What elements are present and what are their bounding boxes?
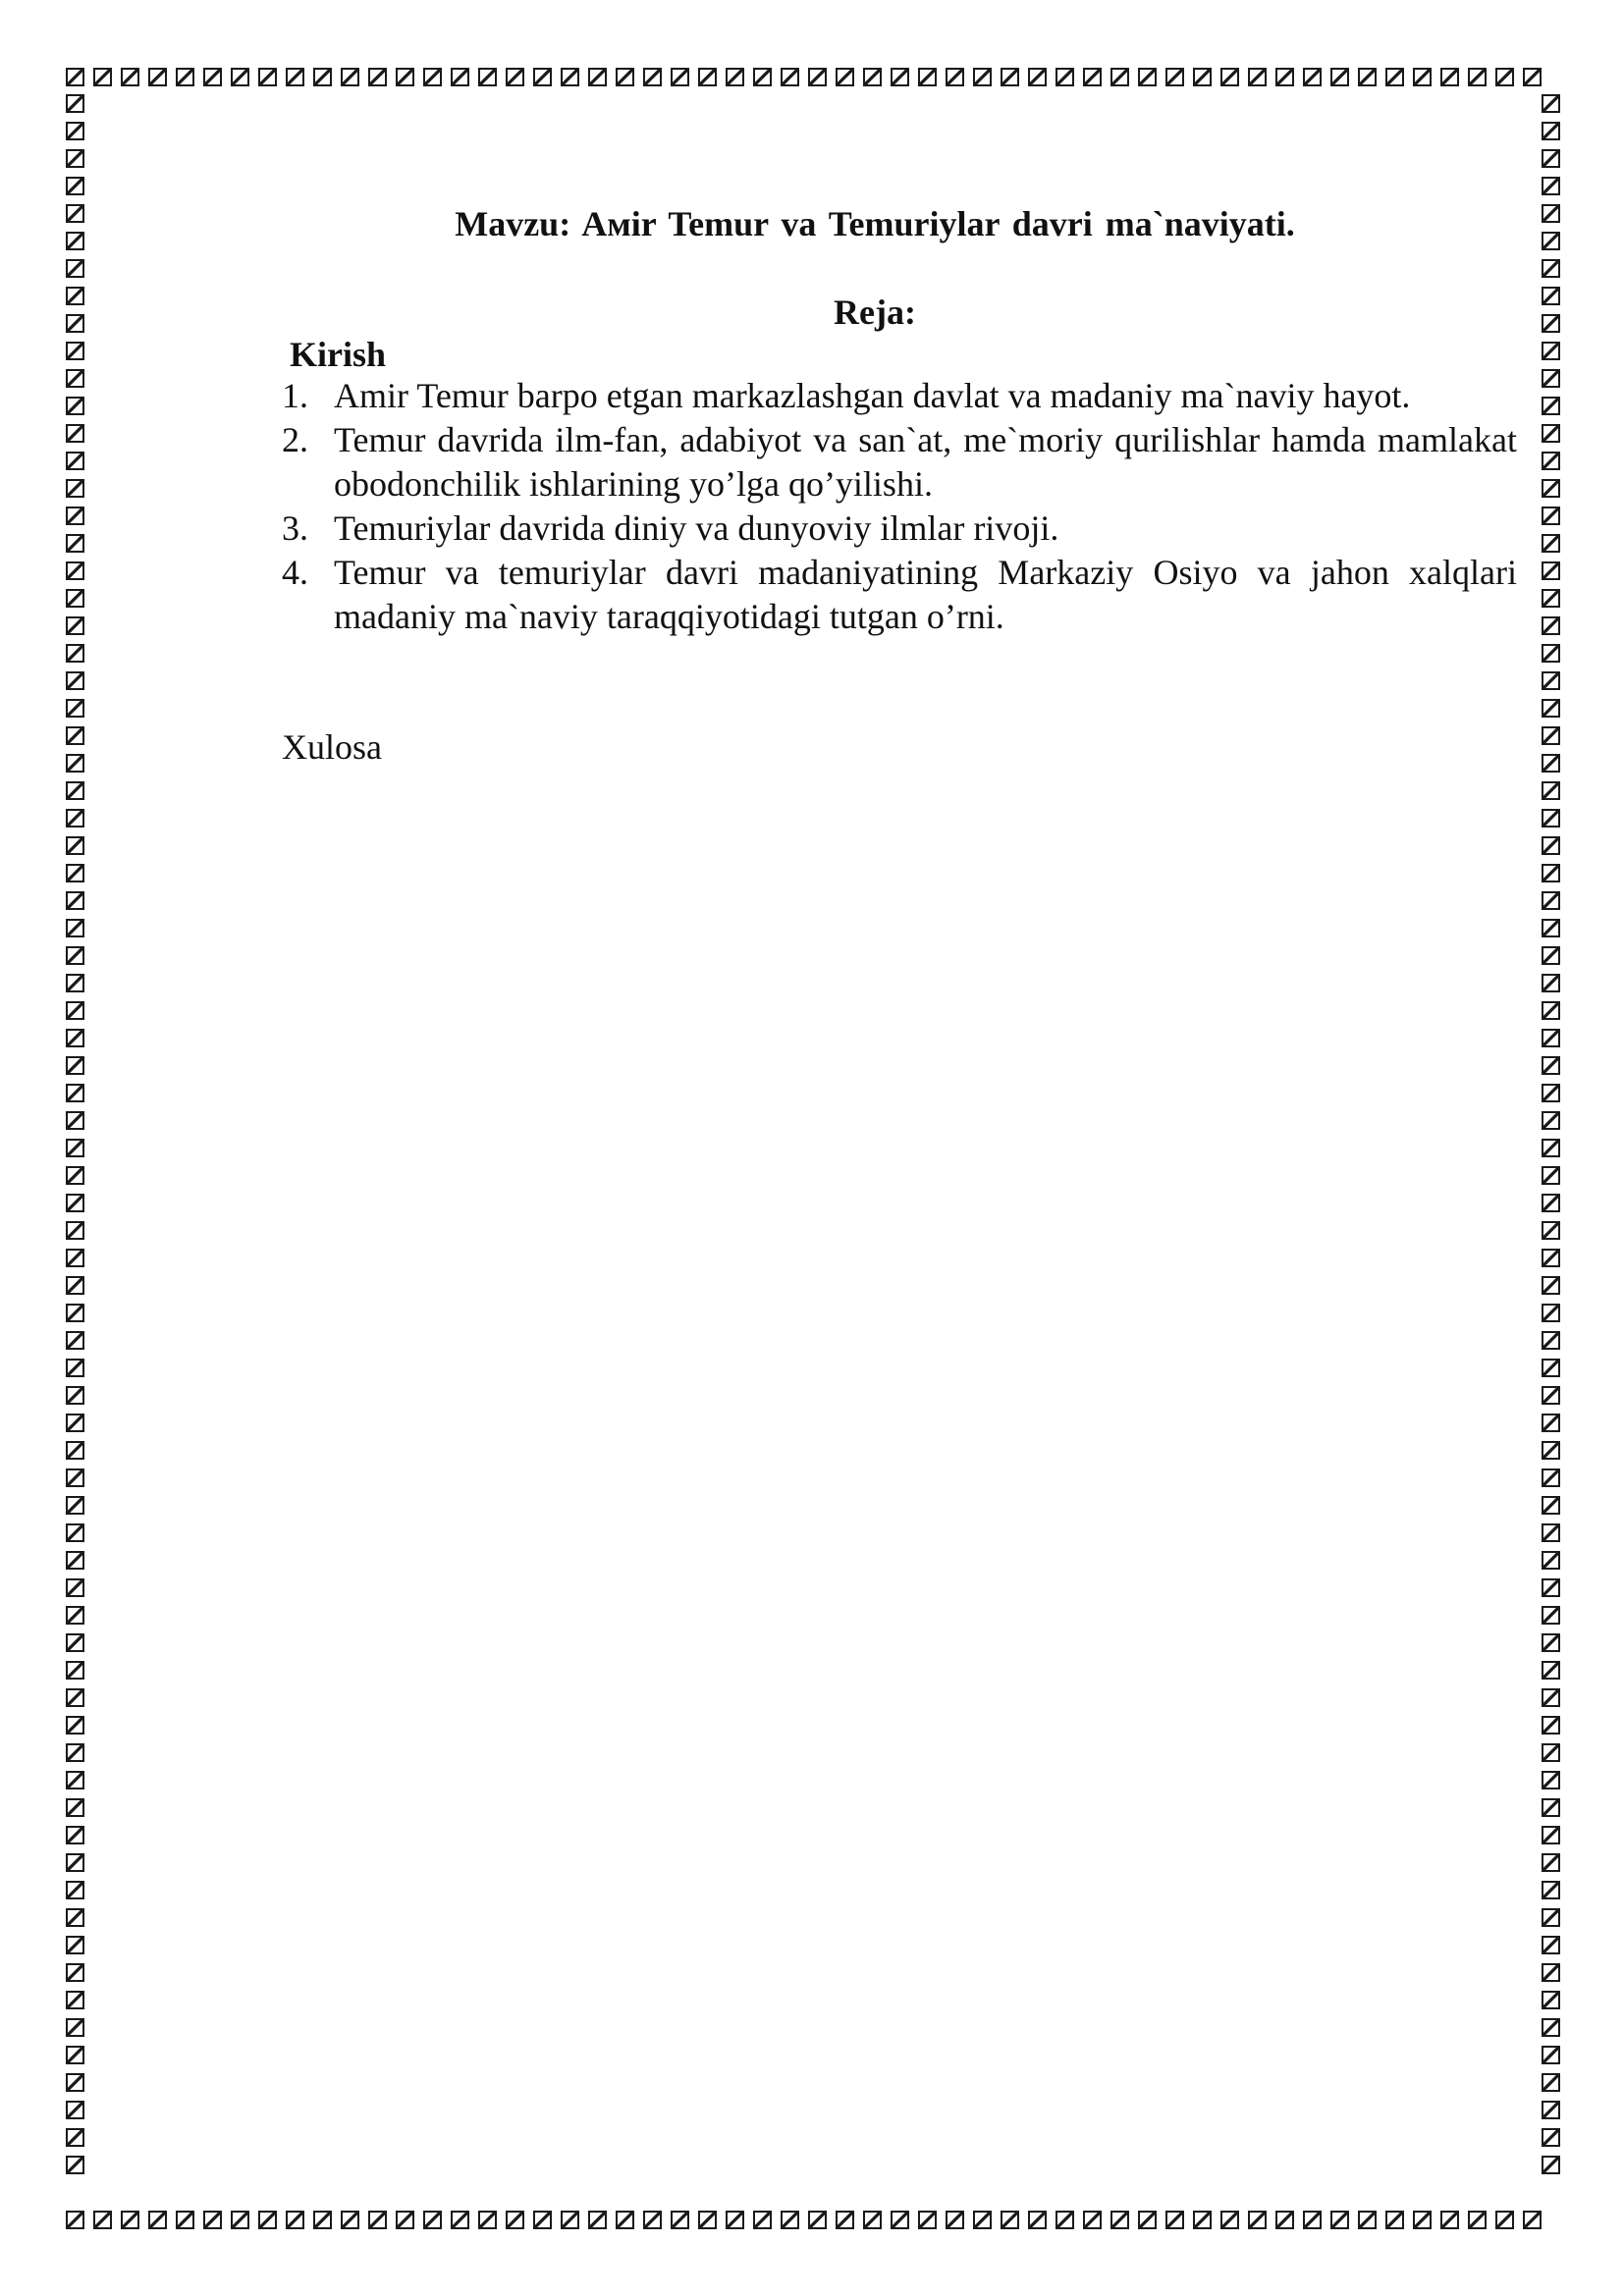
border-square [121, 2211, 139, 2229]
border-square [561, 2211, 579, 2229]
border-square [66, 2101, 84, 2119]
border-square [1542, 1991, 1560, 2009]
border-square [66, 1633, 84, 1652]
border-square [66, 94, 84, 113]
border-square [1495, 2211, 1514, 2229]
border-square [1542, 259, 1560, 278]
border-square [1542, 1304, 1560, 1322]
border-square [66, 1221, 84, 1240]
plan-item-number: 3. [282, 508, 308, 548]
border-square [66, 204, 84, 223]
border-square [66, 1551, 84, 1570]
border-square [973, 2211, 992, 2229]
border-square [1303, 68, 1322, 86]
border-square [66, 1771, 84, 1789]
border-square [1542, 2073, 1560, 2092]
border-square [1248, 68, 1267, 86]
border-square [66, 644, 84, 663]
border-square [66, 2156, 84, 2174]
border-square [1542, 1056, 1560, 1075]
border-square [533, 2211, 552, 2229]
border-square [66, 1056, 84, 1075]
border-square [1542, 177, 1560, 195]
border-square [1542, 1963, 1560, 1982]
border-square [66, 1414, 84, 1432]
border-square [781, 2211, 799, 2229]
border-square [1275, 68, 1294, 86]
border-square [918, 2211, 937, 2229]
border-square [1440, 2211, 1459, 2229]
border-square [1542, 342, 1560, 360]
border-square [258, 2211, 277, 2229]
conclusion-heading: Xulosa [282, 727, 382, 767]
border-square [231, 68, 249, 86]
border-square [66, 232, 84, 250]
border-square [1542, 1084, 1560, 1102]
border-square [1542, 561, 1560, 580]
border-square [1542, 1578, 1560, 1597]
border-square [1542, 974, 1560, 992]
border-square [1542, 232, 1560, 250]
border-square [66, 946, 84, 965]
border-square [1083, 68, 1102, 86]
border-square [396, 68, 414, 86]
plan-item-text: Temur davrida ilm-fan, adabiyot va san`at, me`moriy qurilishlar hamda mamlakat obodonchilik ishlarining yo’lga qo’yilishi. [334, 420, 1517, 504]
border-square [1358, 68, 1377, 86]
border-square [1542, 314, 1560, 333]
border-square [1542, 781, 1560, 800]
border-square [1542, 864, 1560, 882]
border-square [341, 2211, 359, 2229]
border-square [66, 1441, 84, 1460]
border-square [1542, 397, 1560, 415]
border-square [313, 68, 332, 86]
border-square [1056, 68, 1074, 86]
border-square [1542, 1249, 1560, 1267]
border-square [313, 2211, 332, 2229]
border-square [1138, 2211, 1157, 2229]
border-square [66, 864, 84, 882]
border-square [66, 369, 84, 388]
border-square [1413, 68, 1432, 86]
border-square [1542, 452, 1560, 470]
border-square [66, 1688, 84, 1707]
border-square [1220, 68, 1239, 86]
border-square [478, 2211, 497, 2229]
border-square [1542, 1881, 1560, 1899]
border-square [66, 122, 84, 140]
border-square [66, 781, 84, 800]
border-square [1542, 1936, 1560, 1954]
border-square [753, 68, 772, 86]
border-square [836, 68, 854, 86]
border-square [1385, 2211, 1404, 2229]
border-square [1165, 68, 1184, 86]
border-square [1542, 1688, 1560, 1707]
border-square [1542, 534, 1560, 553]
border-square [1542, 809, 1560, 828]
border-square [1542, 726, 1560, 745]
border-square [1440, 68, 1459, 86]
plan-heading: Reja: [834, 293, 916, 332]
border-square [1542, 479, 1560, 498]
border-square [1542, 891, 1560, 910]
border-square [698, 68, 717, 86]
border-square [1542, 204, 1560, 223]
border-square [66, 2128, 84, 2147]
border-square [66, 891, 84, 910]
border-square [533, 68, 552, 86]
border-square [258, 68, 277, 86]
border-square [863, 2211, 882, 2229]
border-square [66, 2211, 84, 2229]
border-square [66, 259, 84, 278]
border-square [1542, 699, 1560, 718]
border-square [286, 68, 304, 86]
border-square [66, 1496, 84, 1515]
border-square [1542, 1194, 1560, 1212]
plan-item [282, 374, 1517, 418]
border-square [176, 2211, 194, 2229]
border-square [231, 2211, 249, 2229]
border-square [66, 1881, 84, 1899]
plan-item [282, 418, 1517, 507]
border-square [1542, 1826, 1560, 1844]
border-square [946, 68, 964, 86]
border-square [66, 1606, 84, 1625]
border-square [1542, 1359, 1560, 1377]
border-square [1542, 424, 1560, 443]
border-square [946, 2211, 964, 2229]
border-square [836, 2211, 854, 2229]
border-square [66, 1304, 84, 1322]
border-square [1542, 122, 1560, 140]
border-square [1542, 287, 1560, 305]
border-square [203, 2211, 222, 2229]
border-square [66, 1936, 84, 1954]
border-square [1468, 2211, 1487, 2229]
border-square [1542, 2156, 1560, 2174]
border-square [66, 1084, 84, 1102]
border-square [66, 836, 84, 855]
border-square [66, 1523, 84, 1542]
border-square [1542, 2128, 1560, 2147]
border-square [66, 1386, 84, 1405]
border-square [1542, 1908, 1560, 1927]
border-square [1110, 2211, 1129, 2229]
border-square [808, 2211, 827, 2229]
border-square [66, 1661, 84, 1680]
border-square [616, 2211, 634, 2229]
border-square [506, 2211, 524, 2229]
page-border-top [66, 68, 1560, 86]
border-square [66, 1249, 84, 1267]
border-square [1330, 68, 1349, 86]
border-square [1542, 1633, 1560, 1652]
border-square [66, 342, 84, 360]
border-square [66, 2018, 84, 2037]
border-square [1542, 1386, 1560, 1405]
border-square [1542, 644, 1560, 663]
plan-list [282, 374, 1517, 639]
border-square [1056, 2211, 1074, 2229]
border-square [66, 397, 84, 415]
border-square [1542, 1001, 1560, 1020]
border-square [1523, 2211, 1542, 2229]
border-square [66, 424, 84, 443]
border-square [1542, 2046, 1560, 2064]
document-title: Mavzu: Aмir Temur va Temuriylar davri ma`naviyati. [455, 204, 1295, 243]
plan-item-text: Temuriylar davrida diniy va dunyoviy ilmlar rivoji. [334, 508, 1059, 548]
border-square [1542, 836, 1560, 855]
border-square [1542, 507, 1560, 525]
page-border-right [1542, 94, 1560, 2205]
border-square [1542, 919, 1560, 937]
border-square [66, 1194, 84, 1212]
border-square [1542, 1606, 1560, 1625]
border-square [671, 68, 689, 86]
page-border-left [66, 94, 84, 2205]
border-square [1542, 671, 1560, 690]
border-square [66, 534, 84, 553]
border-square [1542, 94, 1560, 113]
border-square [66, 452, 84, 470]
border-square [66, 1331, 84, 1350]
border-square [891, 2211, 909, 2229]
border-square [616, 68, 634, 86]
border-square [66, 671, 84, 690]
border-square [561, 68, 579, 86]
border-square [1542, 946, 1560, 965]
border-square [1303, 2211, 1322, 2229]
border-square [1542, 1441, 1560, 1460]
border-square [1468, 68, 1487, 86]
border-square [66, 1111, 84, 1130]
border-square [203, 68, 222, 86]
border-square [148, 68, 167, 86]
border-square [66, 561, 84, 580]
border-square [1542, 616, 1560, 635]
plan-item-number: 1. [282, 376, 308, 415]
border-square [66, 1908, 84, 1927]
border-square [1542, 1716, 1560, 1735]
border-square [66, 2073, 84, 2092]
border-square [973, 68, 992, 86]
border-square [1220, 2211, 1239, 2229]
intro-heading: Kirish [290, 335, 387, 374]
border-square [1523, 68, 1542, 86]
border-square [66, 479, 84, 498]
plan-item-text: Amir Temur barpo etgan markazlashgan davlat va madaniy ma`naviy hayot. [334, 376, 1411, 415]
border-square [66, 919, 84, 937]
border-square [93, 68, 112, 86]
border-square [1542, 369, 1560, 388]
border-square [66, 1139, 84, 1157]
border-square [66, 149, 84, 168]
plan-item-text: Temur va temuriylar davri madaniyatining Markaziy Osiyo va jahon xalqlari madaniy ma`naviy taraqqiyotidagi tutgan o’rni. [334, 553, 1517, 636]
border-square [66, 616, 84, 635]
border-square [423, 2211, 442, 2229]
border-square [643, 2211, 662, 2229]
border-square [1542, 1221, 1560, 1240]
border-square [121, 68, 139, 86]
border-square [1542, 1468, 1560, 1487]
border-square [1001, 2211, 1019, 2229]
border-square [66, 1743, 84, 1762]
border-square [66, 177, 84, 195]
border-square [66, 589, 84, 608]
border-square [1542, 1496, 1560, 1515]
border-square [1138, 68, 1157, 86]
border-square [396, 2211, 414, 2229]
border-square [1542, 1166, 1560, 1185]
border-square [726, 68, 744, 86]
border-square [66, 1578, 84, 1597]
border-square [1542, 1331, 1560, 1350]
border-square [66, 699, 84, 718]
border-square [66, 1166, 84, 1185]
border-square [341, 68, 359, 86]
border-square [1542, 1551, 1560, 1570]
border-square [66, 1468, 84, 1487]
border-square [423, 68, 442, 86]
border-square [1542, 2018, 1560, 2037]
border-square [1542, 1523, 1560, 1542]
border-square [66, 68, 84, 86]
border-square [808, 68, 827, 86]
border-square [1358, 2211, 1377, 2229]
plan-item-number: 4. [282, 553, 308, 592]
border-square [1542, 1111, 1560, 1130]
border-square [506, 68, 524, 86]
border-square [1542, 1029, 1560, 1047]
border-square [66, 1029, 84, 1047]
border-square [66, 1276, 84, 1295]
plan-item [282, 507, 1517, 551]
border-square [1542, 1771, 1560, 1789]
border-square [66, 1359, 84, 1377]
border-square [1542, 1276, 1560, 1295]
border-square [1542, 1661, 1560, 1680]
border-square [66, 1798, 84, 1817]
border-square [1248, 2211, 1267, 2229]
border-square [698, 2211, 717, 2229]
border-square [1193, 68, 1212, 86]
border-square [66, 1853, 84, 1872]
border-square [66, 287, 84, 305]
border-square [1413, 2211, 1432, 2229]
border-square [1001, 68, 1019, 86]
border-square [66, 1826, 84, 1844]
border-square [1110, 68, 1129, 86]
border-square [1165, 2211, 1184, 2229]
border-square [176, 68, 194, 86]
border-square [1083, 2211, 1102, 2229]
border-square [1542, 754, 1560, 773]
border-square [66, 1001, 84, 1020]
border-square [588, 2211, 607, 2229]
border-square [478, 68, 497, 86]
border-square [1542, 1139, 1560, 1157]
border-square [671, 2211, 689, 2229]
border-square [66, 754, 84, 773]
border-square [753, 2211, 772, 2229]
border-square [1275, 2211, 1294, 2229]
border-square [1028, 2211, 1047, 2229]
border-square [148, 2211, 167, 2229]
border-square [1542, 1414, 1560, 1432]
border-square [1028, 68, 1047, 86]
border-square [1495, 68, 1514, 86]
border-square [1542, 149, 1560, 168]
border-square [1542, 589, 1560, 608]
border-square [451, 68, 469, 86]
border-square [863, 68, 882, 86]
border-square [588, 68, 607, 86]
border-square [643, 68, 662, 86]
border-square [1542, 1798, 1560, 1817]
border-square [891, 68, 909, 86]
border-square [451, 2211, 469, 2229]
border-square [66, 726, 84, 745]
border-square [1542, 2101, 1560, 2119]
border-square [726, 2211, 744, 2229]
plan-item [282, 551, 1517, 639]
border-square [1542, 1853, 1560, 1872]
border-square [93, 2211, 112, 2229]
border-square [66, 314, 84, 333]
border-square [66, 1716, 84, 1735]
border-square [66, 809, 84, 828]
border-square [918, 68, 937, 86]
border-square [66, 974, 84, 992]
border-square [1193, 2211, 1212, 2229]
border-square [286, 2211, 304, 2229]
border-square [66, 1963, 84, 1982]
border-square [66, 1991, 84, 2009]
border-square [66, 2046, 84, 2064]
page-border-bottom [66, 2211, 1560, 2229]
border-square [368, 68, 387, 86]
border-square [781, 68, 799, 86]
border-square [1330, 2211, 1349, 2229]
border-square [1385, 68, 1404, 86]
plan-item-number: 2. [282, 420, 308, 459]
border-square [368, 2211, 387, 2229]
border-square [66, 507, 84, 525]
border-square [1542, 1743, 1560, 1762]
